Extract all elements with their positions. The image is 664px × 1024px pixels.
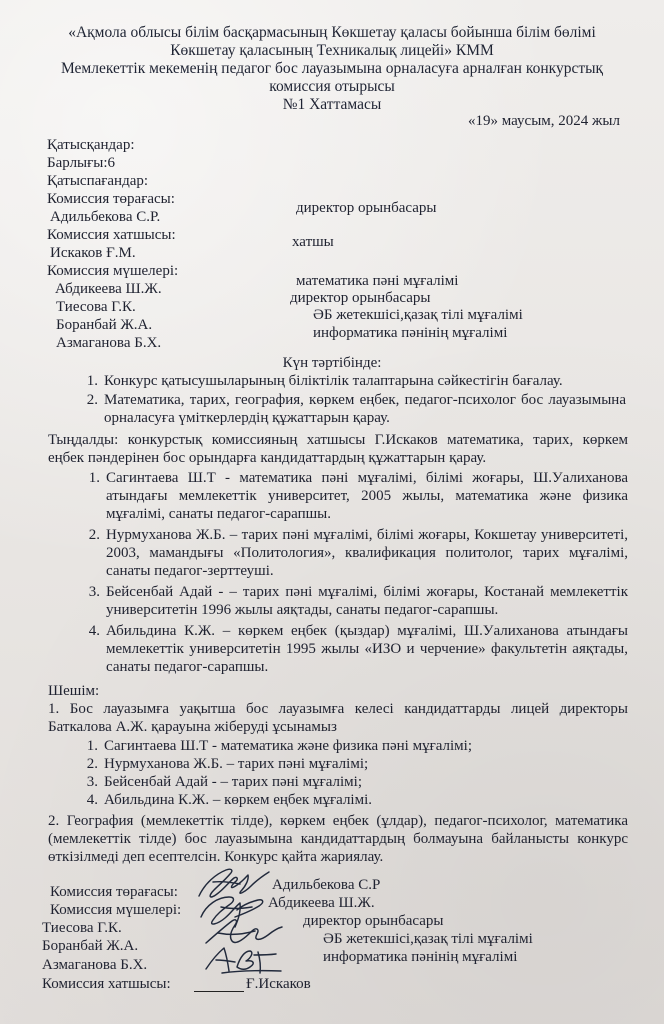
signature-members-label: Комиссия мүшелері:	[50, 902, 182, 918]
member-role: информатика пәнінің мұғалімі	[313, 325, 508, 341]
agenda-item-number: 2.	[86, 392, 98, 408]
header-meeting-line: комиссия отырысы	[269, 78, 395, 95]
agenda-item-2-line2: орналасуға үміткерлердің құжаттарын қарау.	[104, 410, 390, 426]
member-name: Тиесова Г.К.	[56, 299, 136, 315]
candidate-2-line1: Нурмуханова Ж.Б. – тарих пәні мұғалімі, білімі жоғары, Кокшетау университеті,	[106, 527, 628, 543]
decision-title: Шешім:	[48, 683, 100, 699]
header-organization-line2: Көкшетау қаласының Техникалық лицейі» КММ	[170, 42, 494, 59]
agenda-item-2-line1: Математика, тарих, география, көркем еңбек, педагог-психолог бос лауазымына	[104, 392, 626, 408]
decision-candidate: Бейсенбай Адай - – тарих пәні мұғалімі;	[104, 774, 363, 790]
candidate-4-line3: санаты педагог-сарапшы.	[106, 659, 269, 675]
candidate-3-line2: университетін 1996 жылы аяқтады, санаты педагог-сарапшы.	[106, 602, 499, 618]
secretary-label: Комиссия хатшысы:	[47, 227, 176, 243]
secretary-role: хатшы	[292, 234, 334, 250]
member-role: ӘБ жетекшісі,қазақ тілі мұғалімі	[313, 307, 523, 323]
candidate-2-line3: санаты педагог-зерттеуші.	[106, 563, 274, 579]
decision-point-2-line2: (мемлекеттік тілде) бос лауазымына кандидаттардың болмауына байланысты конкурс	[48, 831, 628, 847]
decision-point-2-line3: өткізілмеді деп есептелсін. Конкурс қайта жариялау.	[48, 849, 384, 865]
heard-intro-line2: еңбек пәндерінен бос орындарға кандидаттардың құжаттарын қарау.	[48, 450, 487, 466]
member-role: директор орынбасары	[290, 290, 431, 306]
decision-point-2-line1: 2. География (мемлекеттік тілде), көркем еңбек (ұлдар), педагог-психолог, математика	[48, 813, 628, 829]
heard-intro-line1: Тыңдалды: конкурстық комиссияның хатшысы Г.Искаков математика, тарих, көркем	[48, 432, 628, 448]
agenda-item-number: 1.	[86, 373, 98, 389]
participants-total: Барлығы:6	[47, 155, 116, 171]
header-purpose-line: Мемлекеттік мекеменің педагог бос лауазымына орналасуға арналған конкурстық	[60, 60, 604, 77]
member-name: Боранбай Ж.А.	[56, 317, 153, 333]
candidate-4-line1: Абильдина К.Ж. – көркем еңбек (қыздар) мұғалімі, Ш.Уалиханова атындағы	[106, 623, 628, 639]
candidate-1-line2: атындағы мемлекеттік университет, 2005 жылы, математика және физика	[106, 488, 628, 504]
chair-name: Адильбекова С.Р.	[50, 209, 161, 225]
signature-chair-label: Комиссия төрағасы:	[50, 884, 178, 900]
signature-member-3-name: Боранбай Ж.А.	[42, 938, 139, 954]
member-name: Азмаганова Б.Х.	[56, 335, 162, 351]
member-3-handwritten-signature	[198, 943, 288, 977]
protocol-number: №1 Хаттамасы	[282, 96, 382, 113]
candidate-number: 4.	[88, 623, 100, 639]
signature-member-1-name: Абдикеева Ш.Ж.	[268, 895, 375, 911]
candidate-2-line2: 2003, мамандығы «Политология», квалификация политолог, тарих мұғалімі,	[106, 545, 628, 561]
signature-member-3-role: ӘБ жетекшісі,қазақ тілі мұғалімі	[323, 931, 533, 947]
agenda-item-1: Конкурс қатысушыларының біліктілік талаптарына сәйкестігін бағалау.	[104, 373, 563, 389]
candidate-number: 2.	[88, 527, 100, 543]
candidate-number: 3.	[88, 584, 100, 600]
decision-point-1-line1: 1. Бос лауазымға уақытша бос лауазымға келесі кандидаттарды лицей директоры	[48, 701, 628, 717]
decision-candidate: Нурмуханова Ж.Б. – тарих пәні мұғалімі;	[104, 756, 369, 772]
chair-label: Комиссия төрағасы:	[47, 191, 175, 207]
decision-candidate: Сагинтаева Ш.Т - математика және физика пәні мұғалімі;	[104, 738, 473, 754]
participants-label: Қатысқандар:	[47, 137, 135, 153]
decision-candidate-number: 2.	[86, 756, 98, 772]
candidate-1-line3: мұғалімі, санаты педагог-сарапшы.	[106, 506, 331, 522]
signature-secretary-label: Комиссия хатшысы:	[42, 976, 171, 992]
signature-member-2-name: Тиесова Г.К.	[42, 920, 122, 936]
member-role: математика пәні мұғалімі	[296, 273, 459, 289]
decision-candidate: Абильдина К.Ж. – көркем еңбек мұғалімі.	[104, 792, 373, 808]
member-name: Абдикеева Ш.Ж.	[55, 281, 162, 297]
decision-candidate-number: 4.	[86, 792, 98, 808]
signature-member-4-name: Азмаганова Б.Х.	[42, 957, 148, 973]
candidate-1-line1: Сагинтаева Ш.Т - математика пәні мұғалімі, білімі жоғары, Ш.Уалиханова	[106, 470, 628, 486]
decision-candidate-number: 1.	[86, 738, 98, 754]
candidate-3-line1: Бейсенбай Адай - – тарих пәні мұғалімі, білімі жоғары, Костанай мемлекеттік	[106, 584, 628, 600]
signature-secretary-name: Ғ.Искаков	[246, 976, 311, 992]
secretary-name: Искаков Ғ.М.	[50, 245, 136, 261]
header-organization-line1: «Ақмола облысы білім басқармасының Көкшетау қаласы бойынша білім бөлімі	[68, 24, 596, 41]
chair-role: директор орынбасары	[296, 200, 437, 216]
agenda-title: Күн тәртібінде:	[282, 355, 382, 371]
secretary-signature-line	[194, 991, 244, 992]
signature-chair-name: Адильбекова С.Р	[272, 877, 381, 893]
candidate-number: 1.	[88, 470, 100, 486]
decision-candidate-number: 3.	[86, 774, 98, 790]
signature-member-2-role: директор орынбасары	[303, 913, 444, 929]
candidate-4-line2: мемлекеттік университетін 1995 жылы «ИЗО и черчение» факультетін аяқтады,	[106, 641, 628, 657]
decision-point-1-line2: Баткалова А.Ж. қарауына жіберуді ұсынамыз	[48, 719, 337, 735]
absent-label: Қатыспағандар:	[47, 173, 149, 189]
signature-member-4-role: информатика пәнінің мұғалімі	[323, 949, 518, 965]
protocol-date: «19» маусым, 2024 жыл	[468, 113, 620, 129]
members-label: Комиссия мүшелері:	[47, 263, 179, 279]
